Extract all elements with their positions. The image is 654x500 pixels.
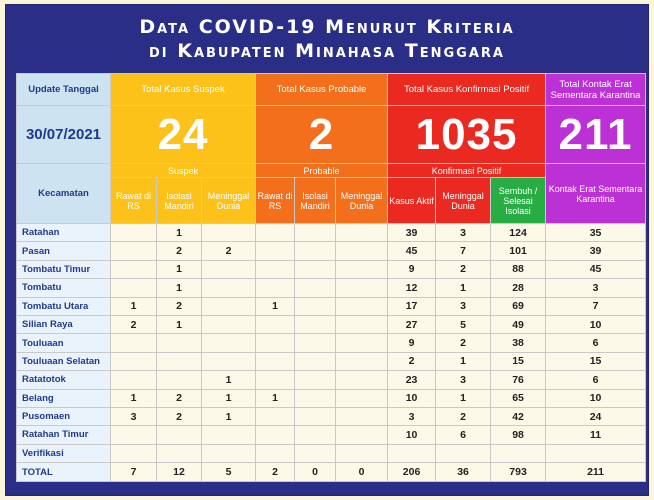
konfirmasi-aktif-cell: 9: [388, 260, 436, 278]
konfirmasi-sembuh-cell: 42: [491, 407, 546, 425]
probable-isolasi-cell: [295, 224, 336, 242]
konfirmasi-aktif-cell: 10: [388, 389, 436, 407]
update-label: Update Tanggal: [17, 74, 111, 106]
kontak-erat-cell: 35: [546, 224, 646, 242]
suspek-isolasi-cell: 1: [157, 260, 202, 278]
total-row: [17, 463, 646, 482]
suspek-rawat-cell: 2: [111, 315, 157, 333]
probable-rawat-cell: [256, 371, 295, 389]
probable-rawat-cell: [256, 242, 295, 260]
suspek-isolasi-cell: [157, 334, 202, 352]
probable-isolasi-cell: [295, 260, 336, 278]
suspek-isolasi-cell: 2: [157, 389, 202, 407]
probable-meninggal-cell: [336, 407, 388, 425]
probable-isolasi-cell: [295, 352, 336, 370]
kontak-total-value: 211: [546, 106, 646, 164]
suspek-meninggal-cell: [202, 279, 256, 297]
kecamatan-name: Ratatotok: [17, 371, 111, 389]
konfirmasi-group-header: Konfirmasi Positif: [388, 164, 546, 178]
konfirmasi-aktif-cell: 17: [388, 297, 436, 315]
probable-meninggal-cell: [336, 352, 388, 370]
probable-isolasi-cell: [295, 315, 336, 333]
suspek-rawat-cell: [111, 224, 157, 242]
konfirmasi-sembuh-cell: [491, 444, 546, 462]
probable-rawat-cell: [256, 426, 295, 444]
kontak-erat-cell: 6: [546, 334, 646, 352]
probable-meninggal-cell: [336, 279, 388, 297]
kontak-erat-cell: 24: [546, 407, 646, 425]
table-row: [17, 279, 646, 297]
kecamatan-name: Ratahan: [17, 224, 111, 242]
probable-total-label: Total Kasus Probable: [256, 74, 388, 106]
suspek-rawat-cell: 7: [111, 463, 157, 482]
konfirmasi-aktif-cell: 206: [388, 463, 436, 482]
konfirmasi-meninggal-cell: 36: [436, 463, 491, 482]
page-title: [6, 5, 648, 73]
konfirmasi-aktif-cell: 3: [388, 407, 436, 425]
suspek-isolasi-cell: [157, 371, 202, 389]
probable-meninggal-cell: [336, 426, 388, 444]
total-label: TOTAL: [17, 463, 111, 482]
suspek-subheader-meninggal: Meninggal Dunia: [202, 178, 256, 224]
suspek-isolasi-cell: 2: [157, 407, 202, 425]
kecamatan-header: Kecamatan: [17, 164, 111, 224]
konfirmasi-meninggal-cell: 3: [436, 297, 491, 315]
konfirmasi-sembuh-cell: 101: [491, 242, 546, 260]
suspek-meninggal-cell: 2: [202, 242, 256, 260]
suspek-rawat-cell: [111, 444, 157, 462]
probable-meninggal-cell: [336, 334, 388, 352]
suspek-isolasi-cell: 12: [157, 463, 202, 482]
kecamatan-name: Pasan: [17, 242, 111, 260]
probable-rawat-cell: 2: [256, 463, 295, 482]
suspek-meninggal-cell: 1: [202, 389, 256, 407]
probable-total-value: 2: [256, 106, 388, 164]
konfirmasi-sembuh-cell: 28: [491, 279, 546, 297]
probable-meninggal-cell: [336, 297, 388, 315]
konfirmasi-total-label: Total Kasus Konfirmasi Positif: [388, 74, 546, 106]
suspek-meninggal-cell: [202, 315, 256, 333]
suspek-isolasi-cell: 1: [157, 279, 202, 297]
suspek-isolasi-cell: [157, 426, 202, 444]
konfirmasi-subheader-meninggal: Meninggal Dunia: [436, 178, 491, 224]
probable-meninggal-cell: [336, 371, 388, 389]
probable-meninggal-cell: [336, 315, 388, 333]
konfirmasi-aktif-cell: [388, 444, 436, 462]
konfirmasi-sembuh-cell: 38: [491, 334, 546, 352]
konfirmasi-sembuh-cell: 793: [491, 463, 546, 482]
probable-isolasi-cell: [295, 389, 336, 407]
probable-rawat-cell: [256, 279, 295, 297]
konfirmasi-sembuh-cell: 124: [491, 224, 546, 242]
konfirmasi-aktif-cell: 12: [388, 279, 436, 297]
kecamatan-name: Silian Raya: [17, 315, 111, 333]
suspek-isolasi-cell: [157, 444, 202, 462]
probable-subheader-meninggal: Meninggal Dunia: [336, 178, 388, 224]
probable-isolasi-cell: [295, 297, 336, 315]
probable-rawat-cell: [256, 260, 295, 278]
suspek-isolasi-cell: 2: [157, 242, 202, 260]
probable-meninggal-cell: [336, 444, 388, 462]
probable-subheader-isolasi: Isolasi Mandiri: [295, 178, 336, 224]
kontak-erat-cell: 45: [546, 260, 646, 278]
probable-meninggal-cell: [336, 260, 388, 278]
probable-isolasi-cell: [295, 371, 336, 389]
kecamatan-name: Touluaan: [17, 334, 111, 352]
probable-isolasi-cell: [295, 242, 336, 260]
table-row: [17, 315, 646, 333]
konfirmasi-meninggal-cell: 5: [436, 315, 491, 333]
probable-isolasi-cell: 0: [295, 463, 336, 482]
kecamatan-name: Touluaan Selatan: [17, 352, 111, 370]
probable-isolasi-cell: [295, 444, 336, 462]
suspek-meninggal-cell: [202, 297, 256, 315]
suspek-meninggal-cell: 1: [202, 407, 256, 425]
konfirmasi-sembuh-cell: 98: [491, 426, 546, 444]
kecamatan-name: Tombatu Timur: [17, 260, 111, 278]
table-row: [17, 444, 646, 462]
konfirmasi-subheader-aktif: Kasus Aktif: [388, 178, 436, 224]
kontak-erat-cell: 3: [546, 279, 646, 297]
kecamatan-name: Belang: [17, 389, 111, 407]
suspek-rawat-cell: [111, 279, 157, 297]
konfirmasi-sembuh-cell: 76: [491, 371, 546, 389]
probable-rawat-cell: [256, 407, 295, 425]
konfirmasi-sembuh-cell: 88: [491, 260, 546, 278]
probable-rawat-cell: [256, 315, 295, 333]
probable-meninggal-cell: [336, 389, 388, 407]
konfirmasi-sembuh-cell: 15: [491, 352, 546, 370]
kontak-erat-cell: 10: [546, 315, 646, 333]
table-row: [17, 334, 646, 352]
kecamatan-name: Verifikasi: [17, 444, 111, 462]
konfirmasi-meninggal-cell: 1: [436, 279, 491, 297]
probable-isolasi-cell: [295, 279, 336, 297]
probable-isolasi-cell: [295, 426, 336, 444]
title-line-1: Data COVID-19 Menurut Kriteria: [139, 16, 515, 38]
probable-rawat-cell: [256, 334, 295, 352]
konfirmasi-aktif-cell: 9: [388, 334, 436, 352]
table-row: [17, 242, 646, 260]
konfirmasi-aktif-cell: 10: [388, 426, 436, 444]
konfirmasi-aktif-cell: 39: [388, 224, 436, 242]
table-row: [17, 260, 646, 278]
suspek-subheader-isolasi: Isolasi Mandiri: [157, 178, 202, 224]
konfirmasi-sembuh-cell: 49: [491, 315, 546, 333]
suspek-meninggal-cell: 5: [202, 463, 256, 482]
suspek-meninggal-cell: [202, 352, 256, 370]
probable-meninggal-cell: 0: [336, 463, 388, 482]
suspek-rawat-cell: [111, 352, 157, 370]
suspek-meninggal-cell: [202, 444, 256, 462]
kontak-erat-cell: 11: [546, 426, 646, 444]
konfirmasi-meninggal-cell: 3: [436, 224, 491, 242]
kecamatan-name: Pusomaen: [17, 407, 111, 425]
kontak-erat-cell: 15: [546, 352, 646, 370]
covid-data-table: [16, 73, 645, 491]
table-row: [17, 407, 646, 425]
probable-group-header: Probable: [256, 164, 388, 178]
probable-rawat-cell: [256, 352, 295, 370]
konfirmasi-meninggal-cell: 2: [436, 260, 491, 278]
update-date: 30/07/2021: [17, 106, 111, 164]
suspek-rawat-cell: 1: [111, 389, 157, 407]
table-row: [17, 389, 646, 407]
konfirmasi-total-value: 1035: [388, 106, 546, 164]
konfirmasi-aktif-cell: 2: [388, 352, 436, 370]
konfirmasi-meninggal-cell: 6: [436, 426, 491, 444]
konfirmasi-meninggal-cell: 1: [436, 352, 491, 370]
konfirmasi-subheader-sembuh: Sembuh / Selesai Isolasi: [491, 178, 546, 224]
kontak-erat-header: Kontak Erat Sementara Karantina: [546, 164, 646, 224]
suspek-meninggal-cell: [202, 224, 256, 242]
table-row: [17, 297, 646, 315]
title-line-2: di Kabupaten Minahasa Tenggara: [149, 40, 505, 62]
table-row: [17, 426, 646, 444]
suspek-rawat-cell: [111, 242, 157, 260]
kecamatan-name: Tombatu: [17, 279, 111, 297]
suspek-isolasi-cell: 1: [157, 315, 202, 333]
konfirmasi-sembuh-cell: 65: [491, 389, 546, 407]
suspek-rawat-cell: [111, 426, 157, 444]
suspek-subheader-rawat: Rawat di RS: [111, 178, 157, 224]
kontak-erat-cell: 7: [546, 297, 646, 315]
table-row: [17, 352, 646, 370]
konfirmasi-sembuh-cell: 69: [491, 297, 546, 315]
suspek-rawat-cell: 3: [111, 407, 157, 425]
konfirmasi-meninggal-cell: 1: [436, 389, 491, 407]
konfirmasi-aktif-cell: 23: [388, 371, 436, 389]
infographic-frame: [5, 4, 649, 496]
probable-meninggal-cell: [336, 224, 388, 242]
suspek-isolasi-cell: 2: [157, 297, 202, 315]
probable-rawat-cell: [256, 444, 295, 462]
suspek-meninggal-cell: 1: [202, 371, 256, 389]
konfirmasi-meninggal-cell: 7: [436, 242, 491, 260]
kontak-total-label: Total Kontak Erat Sementara Karantina: [546, 74, 646, 106]
suspek-rawat-cell: 1: [111, 297, 157, 315]
kecamatan-name: Ratahan Timur: [17, 426, 111, 444]
kontak-erat-cell: 6: [546, 371, 646, 389]
konfirmasi-meninggal-cell: [436, 444, 491, 462]
table-row: [17, 224, 646, 242]
kontak-erat-cell: [546, 444, 646, 462]
kontak-erat-cell: 211: [546, 463, 646, 482]
probable-rawat-cell: 1: [256, 297, 295, 315]
konfirmasi-aktif-cell: 45: [388, 242, 436, 260]
probable-isolasi-cell: [295, 334, 336, 352]
suspek-meninggal-cell: [202, 334, 256, 352]
konfirmasi-meninggal-cell: 2: [436, 334, 491, 352]
probable-subheader-rawat: Rawat di RS: [256, 178, 295, 224]
suspek-isolasi-cell: [157, 352, 202, 370]
suspek-rawat-cell: [111, 260, 157, 278]
probable-meninggal-cell: [336, 242, 388, 260]
konfirmasi-meninggal-cell: 3: [436, 371, 491, 389]
suspek-rawat-cell: [111, 334, 157, 352]
konfirmasi-aktif-cell: 27: [388, 315, 436, 333]
kecamatan-name: Tombatu Utara: [17, 297, 111, 315]
table-row: [17, 371, 646, 389]
kontak-erat-cell: 10: [546, 389, 646, 407]
suspek-total-value: 24: [111, 106, 256, 164]
suspek-group-header: Suspek: [111, 164, 256, 178]
probable-rawat-cell: 1: [256, 389, 295, 407]
suspek-rawat-cell: [111, 371, 157, 389]
probable-isolasi-cell: [295, 407, 336, 425]
suspek-meninggal-cell: [202, 260, 256, 278]
probable-rawat-cell: [256, 224, 295, 242]
suspek-total-label: Total Kasus Suspek: [111, 74, 256, 106]
konfirmasi-meninggal-cell: 2: [436, 407, 491, 425]
suspek-isolasi-cell: 1: [157, 224, 202, 242]
kontak-erat-cell: 39: [546, 242, 646, 260]
suspek-meninggal-cell: [202, 426, 256, 444]
